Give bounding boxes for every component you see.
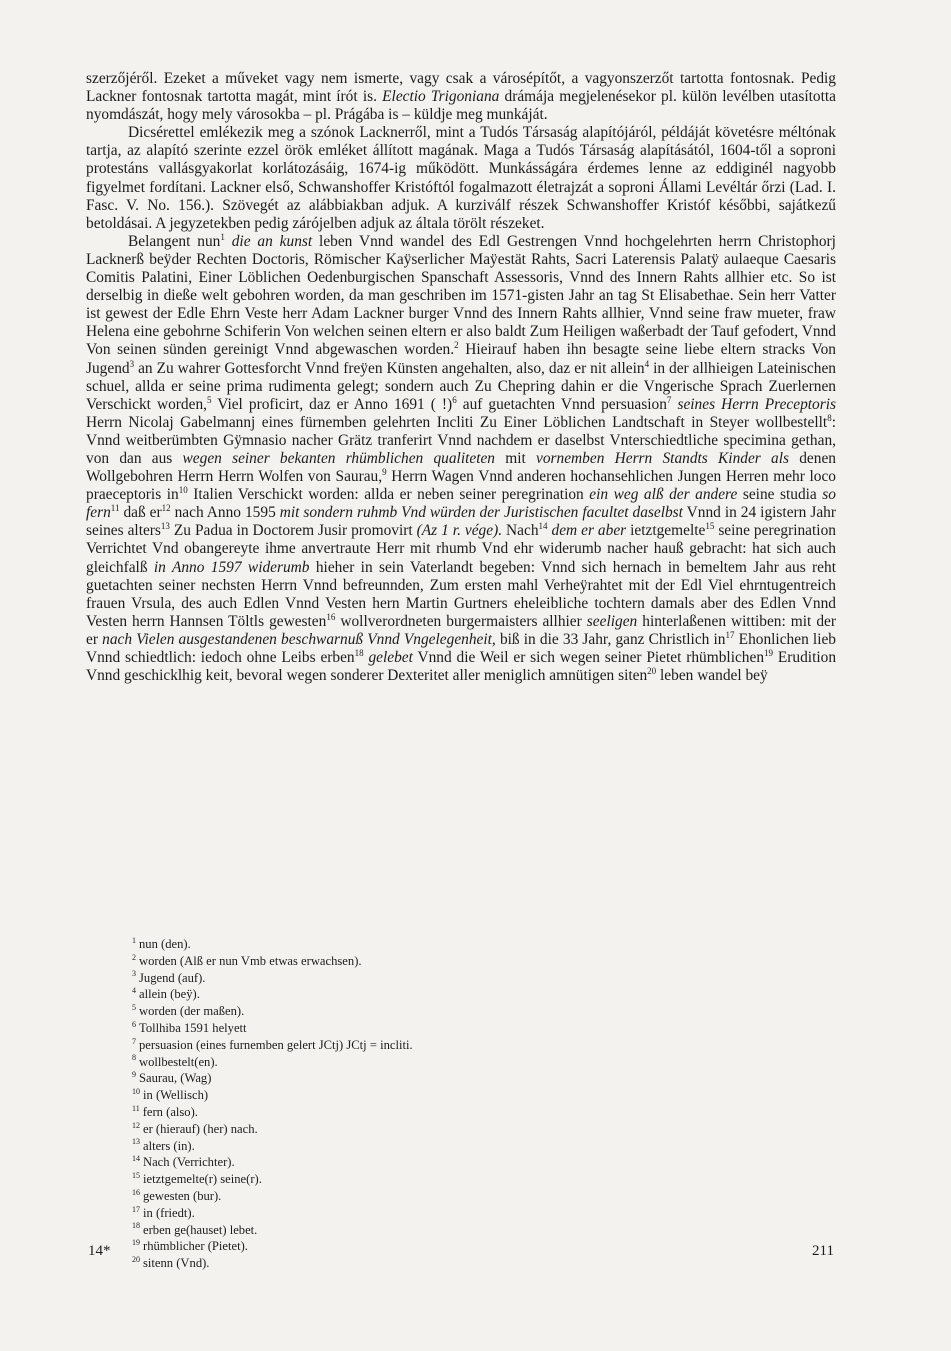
footnote-ref: 12 [161,503,171,514]
footnote-text: er (hierauf) (her) nach. [143,1121,258,1136]
footnote-ref: 14 [538,521,548,532]
footnote-text: Nach (Verrichter). [143,1155,235,1170]
text-run: Herrn Wagen Vnnd anderen hochansehlichen Jungen Herren mehr loco praeceptoris in [86,468,836,504]
italic-insert: (Az 1 r. vége). [416,522,503,540]
footnote [132,1121,692,1138]
footnote [132,1238,692,1255]
footnote-ref: 8 [827,412,832,423]
text-run: Italien Verschickt worden: allda er neben seiner peregrination [193,486,584,504]
text-run: drámája megjelenésekor pl. külön levélben utasította nyomdászát, hogy mely városokba – pl. Prágába is – küldje meg munkáját. [86,88,837,124]
footnote-text: persuasion (eines furnemben gelert JCtj) JCtj = incliti. [139,1037,413,1052]
text-run: Erudition Vnnd geschicklhig keit, bevoral wegen sonderer Dexteritet aller meniglich amnütigen siten [86,649,837,685]
footnote-text: Tollhiba 1591 helyett [139,1020,247,1035]
text-run: wollverordneten burgermaisters allhier [340,612,582,630]
italic-insert: nach Vielen ausgestandenen beschwarnuß Vnnd Vngelegenheit, [102,630,496,648]
italic-insert: wegen seiner bekanten rhümblichen qualiteten [182,449,496,467]
footnotes [132,936,692,1272]
text-run: denen Wollgebohren Herrn Herrn Wolfen von Saurau, [86,449,836,486]
signature-mark: 14* [88,1243,111,1259]
italic-insert: ein weg alß der andere [589,486,738,504]
footnote-ref: 5 [207,394,212,405]
footnote-text: Saurau, (Wag) [139,1071,212,1086]
footnote-number: 8 [132,1053,136,1063]
italic-title: Electio Trigoniana [382,88,500,106]
footnote-ref: 6 [452,394,457,405]
footnote [132,1222,692,1239]
body-text [86,70,836,685]
text-run: an Zu wahrer Gottesforcht Vnnd freÿen Künsten angehalten, also, daz er nit allein [138,359,645,377]
footnote [132,1171,692,1188]
footnote-ref: 4 [644,358,650,369]
footnote-number: 20 [132,1254,140,1264]
text-run: mit [505,449,526,467]
text-run: Belangent nun [128,232,221,250]
footnote-text: fern (also). [142,1104,198,1119]
footnote-number: 1 [132,935,136,945]
paragraph-1 [86,70,836,124]
footnote-ref: 16 [326,611,336,622]
footnote-number: 7 [132,1036,136,1046]
footnote-ref: 10 [178,485,188,496]
footnote [132,1154,692,1171]
footnote [132,986,692,1003]
footnote [132,1104,692,1121]
footnote [132,953,692,970]
footnote-ref: 20 [647,665,657,676]
footnote-number: 2 [132,952,136,962]
footnote-ref: 15 [705,521,715,532]
footnote-ref: 7 [666,394,672,405]
text-run: leben Vnnd wandel des Edl Gestrengen Vnnd hochgelehrten herrn Christophorj Lacknerß beÿder Rechten Doctoris, Römischer Kaÿserlicher Maÿestät Rahts, Sacri Laterensis Palatÿ aulaeque Caesaris Comitis Palatini, Einer Löblichen Oedenburgischen Spanschaft Assessoris, Vnnd des Innern Rahts allhier etc. So ist derselbig in dieße welt gebohren worden, da man geschriben im 1571-gisten Jahr an tag St Elisabethae. Sein herr Vatter ist gewest der Edle Ehrn Veste herr Adam Lackner burger Vnnd des Innern Rahts allhier, Vnnd seine fraw mueter, fraw Helena eine gebohrne Schiferin Von welchen seinen eltern er also baldt Zum Heiligen waßerbadt der Tauf gefodert, Vnnd Von seinen sünden gereinigt Vnnd abgewaschen worden. [86,232,836,359]
text-run: hinterlaßenen wittiben: mit der er [86,612,836,648]
footnote-text: erben ge(hauset) lebet. [143,1222,258,1237]
footnote [132,970,692,987]
italic-insert: seines Herrn Preceptoris [677,395,836,413]
text-run: biß in die 33 Jahr, ganz Christlich in [499,630,726,648]
footnote-text: alters (in). [143,1138,195,1153]
footnote-ref: 9 [382,466,387,477]
text-run: daß er [123,504,162,522]
footnote-number: 5 [132,1003,136,1012]
footnote-text: nun (den). [139,937,191,951]
footnote [132,1255,692,1272]
paragraph-german [86,233,836,685]
footnote-number: 12 [132,1120,140,1130]
text-run: Vnnd die Weil er sich wegen seiner Pietet rhümblichen [417,649,765,666]
footnote-number: 6 [132,1019,136,1029]
text-run: Hieirauf haben ihn besagte seine liebe eltern stracks Von Jugend [86,341,836,377]
footnote-text: wollbestelt(en). [139,1054,218,1069]
text-run: Vnnd in 24 igistern Jahr seines alters [86,504,836,540]
text-run: Nach [506,522,539,540]
paragraph-2 [86,124,836,233]
italic-insert: in Anno 1597 widerumb [153,558,310,576]
footnote [132,1054,692,1071]
footnote-ref: 11 [110,503,120,514]
footnote-text: rhümblicher (Pietet). [143,1239,248,1254]
footnote-ref: 19 [764,647,774,658]
text-run: seine studia [742,486,817,504]
page-number: 211 [812,1243,834,1259]
footnote-number: 10 [132,1086,140,1096]
italic-insert: gelebet [368,649,413,666]
footnote [132,1087,692,1104]
footnote-ref: 18 [354,647,364,658]
text-run: Zu Padua in Doctorem Jusir promovirt [173,522,413,540]
footnote [132,1003,692,1020]
text-run: szerzőjéről. Ezeket a műveket vagy nem ismerte, vagy csak a városépítőt, a vagyonszerzőt tartotta fontosnak. Pedig Lackner fontosnak tartotta magát, mint írót is. [86,70,836,106]
text-run: nach Anno 1595 [174,504,276,522]
italic-insert: so fern [86,486,836,522]
footnote-number: 18 [132,1221,140,1231]
text-run: hieher in sein Vaterlandt begeben: Vnnd sich hernach in bemeltem Jahr aus reht guetachten seiner nechsten Herrn Vnnd befreunnden, Zum ersten mahl Verheÿrahtet mit der Edl Viel ehrntugentreich frauen Vrsula, des auch Edlen Vnnd Vesten hern Martin Gurtners eheleibliche tochtern damals aber des Edlen Vnnd Vesten herrn Hannsen Töltls gewesten [86,558,836,630]
text-run: Herrn Nicolaj Gabelmannj eines fürnemben gelehrten Incliti Zu Einer Löblichen Landtschaft in Steyer wollbestellt [86,413,828,431]
footnote-ref: 17 [725,629,735,640]
text-run: leben wandel beÿ [660,667,768,685]
footnote [132,1020,692,1037]
footnote-number: 4 [132,986,136,996]
footnote-number: 15 [132,1170,140,1180]
footnote-number: 11 [132,1103,140,1113]
footnote [132,1205,692,1222]
footnote-text: in (friedt). [143,1205,195,1220]
footnote-number: 13 [132,1137,140,1147]
footnote-text: ietztgemelte(r) seine(r). [143,1172,262,1187]
italic-insert: vornemben Herrn Standts Kinder als [536,449,789,467]
text-run: Dicsérettel emlékezik meg a szónok Lacknerről, mint a Tudós Társaság alapítójáról, példáját követésre méltónak tartja, az alapító szerinte ezzel örök emléket állított magának. Maga a Tudós Társaság alapításától, 1604-től a soproni protestáns vallásgyakorlat korlátozásáig, 1674-ig működött. Munkásságára érdemes lenne az eddiginél nagyobb figyelmet fordítani. Lackner első, Schwanshoffer Kristóftól fogalmazott életrajzát a soproni Állami Levéltár őrzi (Lad. I. Fasc. V. No. 156.). Szövegét az alábbiakban adjuk. A kurziválf részek Schwanshoffer Kristóf későbbi, sajátkezű betoldásai. A jegyzetekben pedig zárójelben adjuk az általa törölt részeket. [86,124,836,232]
footnote-text: Jugend (auf). [139,970,206,985]
footnote-text: gewesten (bur). [143,1188,222,1203]
italic-insert: seeligen [586,612,638,630]
text-run: Viel proficirt, daz er Anno 1691 ( !) [217,395,453,413]
footnote-ref: 2 [454,340,459,351]
text-run: auf guetachten Vnnd persuasion [462,395,667,413]
footnote-ref: 3 [129,358,135,369]
footnote-text: allein (beÿ). [139,987,200,1002]
footnote-number: 14 [132,1154,140,1164]
italic-insert: mit sondern ruhmb Vnd würden der Juristischen facultet daselbst [279,504,683,522]
footnote-number: 3 [132,969,136,979]
italic-insert: dem er aber [551,522,627,540]
footnote-text: sitenn (Vnd). [143,1256,210,1271]
footnote-text: in (Wellisch) [143,1088,209,1103]
text-run: ietztgemelte [630,522,706,540]
footnote-text: worden (der maßen). [139,1004,245,1019]
footnote-ref: 13 [160,521,170,532]
footnote [132,1070,692,1087]
footnote-number: 19 [132,1238,140,1248]
text-run: in der allhieigen Lateinischen schuel, allda er seine prima rudimenta gelegt; sondern auch Zu Chepring dahin er die Vngerische Sprach Zuerlernen Verschickt worden, [86,359,836,413]
footnote [132,1037,692,1054]
text-run: Ehonlichen lieb Vnnd schiedtlich: iedoch ohne Leibs erben [86,630,837,666]
footnote-ref: 1 [220,231,225,242]
footnote-number: 17 [132,1204,140,1214]
footnote-text: worden (Alß er nun Vmb etwas erwachsen). [139,953,362,968]
footnote [132,1188,692,1205]
text-run: : Vnnd weitberümbten Gÿmnasio nacher Grätz tranferirt Vnnd nachdem er daselbst Vnterschiedtliche specimina gethan, von dan aus [86,413,836,467]
footnote [132,936,692,953]
footnote [132,1138,692,1155]
text-run: seine peregrination Verrichtet Vnd obangereyte ihme anvertraute Herr mit rhumb Vnd ehr widerumb nacher hauß gebracht: hat sich auch gleichfalß [86,522,836,576]
footnote-number: 9 [132,1070,136,1080]
italic-insert: die an kunst [231,232,313,250]
footnote-number: 16 [132,1187,140,1197]
